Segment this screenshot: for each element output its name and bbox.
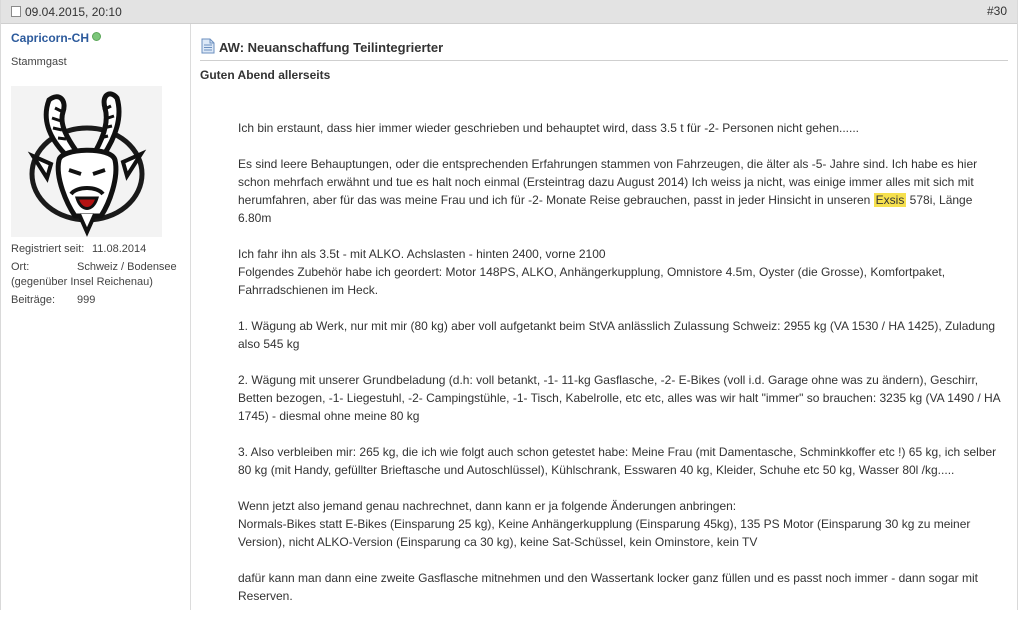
posts-label: Beiträge: <box>11 294 56 306</box>
paragraph-5: 2. Wägung mit unserer Grundbeladung (d.h: voll betankt, -1- 11-kg Gasflasche, -2- E-Bikes (voll i.d. Garage ohne was zu ändern), Geschirr, Betten bezogen, -1- Liegestuhl, -2- Campingstühle, -1- Tisch, Kabelrolle, etc etc, alles was wir halt "immer" so brauchen: 3235 kg (VA 1490 / HA 1745) - diesmal ohne meine 80 kg <box>238 373 1001 423</box>
location-label: Ort: <box>11 261 30 273</box>
username-link[interactable]: Capricorn-CH <box>11 31 90 45</box>
paragraph-3-line-2: Folgendes Zubehör habe ich geordert: Motor 148PS, ALKO, Anhängerkupplung, Omnistore 4.5m, Oyster (die Grosse), Komfortpaket, Fahrradschienen im Heck. <box>238 265 946 297</box>
location-extra: (gegenüber Insel Reichenau) <box>11 276 153 288</box>
user-sidebar <box>1 24 191 610</box>
paragraph-4: 1. Wägung ab Werk, nur mit mir (80 kg) aber voll aufgetankt beim StVA anlässlich Zulassung Schweiz: 2955 kg (VA 1530 / HA 1425), Zuladung also 545 kg <box>238 319 996 351</box>
paragraph-8: dafür kann man dann eine zweite Gasflasche mitnehmen und den Wassertank locker ganz füllen und es passt noch immer - dann sogar mit Reserven. <box>238 571 978 603</box>
username-block <box>11 31 101 45</box>
posts-row <box>11 294 96 306</box>
paragraph-3-line-1: Ich fahr ihn als 3.5t - mit ALKO. Achslasten - hinten 2400, vorne 2100 <box>238 247 606 261</box>
paragraph-6: 3. Also verbleiben mir: 265 kg, die ich wie folgt auch schon getestet habe: Meine Frau (mit Damentasche, Schminkkoffer etc !) 65 kg, ich selber 80 kg (mit Handy, gefüllter Brieftasche und Autoschlüssel), Kühlschrank, Esswaren 40 kg, Kleider, Schuhe etc 50 kg, Wasser 80l /kg..... <box>238 445 997 477</box>
post-date: 09.04.2015, 20:10 <box>25 5 122 19</box>
paragraph-3 <box>238 245 1008 299</box>
user-rank: Stammgast <box>11 56 67 68</box>
document-icon <box>201 38 215 54</box>
post-title: AW: Neuanschaffung Teilintegrierter <box>219 40 444 55</box>
paragraph-2 <box>238 155 1008 227</box>
posts-value: 999 <box>77 294 96 306</box>
registered-value: 11.08.2014 <box>92 243 147 255</box>
post-header <box>1 0 1017 24</box>
registered-row <box>11 243 147 255</box>
avatar[interactable] <box>11 86 162 237</box>
highlighted-keyword[interactable]: Exsis <box>875 193 905 207</box>
post-greeting: Guten Abend allerseits <box>200 68 331 82</box>
location-value: Schweiz / Bodensee <box>77 261 177 273</box>
paragraph-2-end: 578i, Länge 6.80m <box>238 193 973 225</box>
paragraph-7 <box>238 497 1008 551</box>
paragraph-7-line-2: Normals-Bikes statt E-Bikes (Einsparung 25 kg), Keine Anhängerkupplung (Einsparung 45kg), 135 PS Motor (Einsparung 30 kg zu meiner Version), nicht ALKO-Version (Einsparung ca 30 kg), keine Sat-Schüssel, kein Ominstore, kein TV <box>238 517 971 549</box>
post-title-row <box>200 38 1008 61</box>
location-row <box>11 261 177 273</box>
post-number-link[interactable]: #30 <box>986 4 1007 18</box>
paragraph-2-text: Es sind leere Behauptungen, oder die entsprechenden Erfahrungen stammen von Fahrzeugen, die älter als -5- Jahre sind. Ich habe es hier schon mehrfach erwähnt und tue es halt noch einmal (Ersteintrag dazu August 2014) Ich weiss ja nicht, was einige immer alles mit sich mit herumfahren, aber für das was meine Frau und ich für -2- Monate Reise gebrauchen, passt in jeder Hinsicht in unseren <box>238 157 978 207</box>
registered-label: Registriert seit: <box>11 243 85 255</box>
select-post-checkbox[interactable] <box>11 6 21 17</box>
post-body <box>238 119 1008 623</box>
ibex-head-avatar <box>11 86 162 237</box>
paragraph-1: Ich bin erstaunt, dass hier immer wieder geschrieben und behauptet wird, dass 3.5 t für -2- Personen nicht gehen...... <box>238 121 860 135</box>
online-status-icon <box>92 32 101 41</box>
paragraph-7-line-1: Wenn jetzt also jemand genau nachrechnet, dann kann er ja folgende Änderungen anbringen: <box>238 499 737 513</box>
